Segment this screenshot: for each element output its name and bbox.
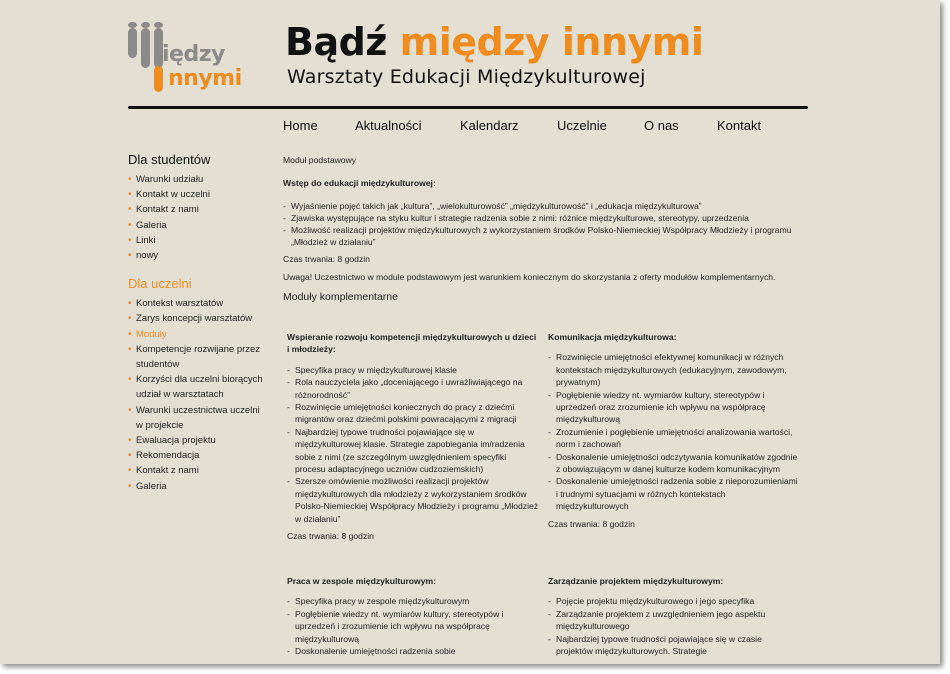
col3-heading: Praca w zespole międzykulturowym: — [287, 576, 437, 586]
list-item: - Pogłębienie wiedzy nt. wymiarów kultury, stereotypów i uprzedzeń i zrozumienie ich wpływu na współpracę międzykulturową — [287, 608, 539, 645]
sidebar-list-uczelnie — [128, 296, 268, 494]
site-subtitle: Warsztaty Edukacji Międzykulturowej — [287, 66, 646, 88]
sidebar-item-ewaluacja[interactable]: • Ewaluacja projektu — [128, 433, 268, 448]
sidebar-item-kontekst[interactable]: • Kontekst warsztatów — [128, 296, 268, 311]
col4-heading: Zarządzanie projektem międzykulturowym: — [548, 576, 724, 586]
title-accent: między innymi — [399, 20, 704, 64]
list-item: - Specyfika pracy w międzykulturowej klasie — [287, 364, 539, 376]
sidebar-item-kompetencje[interactable]: • Kompetencje rozwijane przez studentów — [128, 342, 268, 372]
list-item: - Doskonalenie umiejętności radzenia sobie — [287, 645, 539, 657]
list-item: - Specyfika pracy w zespole międzykulturowym — [287, 595, 539, 607]
basic-module-list — [283, 200, 813, 248]
logo-dot — [141, 22, 150, 28]
list-item: - Rozwinięcie umiejętności efektywnej komunikacji w różnych kontekstach międzykulturowych (edukacyjnym, zawodowym, prywatnym) — [548, 351, 800, 388]
module-teamwork — [287, 575, 539, 657]
list-item: - Rozwinięcie umiejętności koniecznych do pracy z dziećmi migrantów oraz dziećmi polskimi powracającymi z migracji — [287, 401, 539, 426]
nav-aktualnosci[interactable]: Aktualności — [355, 118, 422, 133]
sidebar-item-rekomendacja[interactable]: • Rekomendacja — [128, 448, 268, 463]
sidebar-heading-students: Dla studentów — [128, 152, 211, 167]
list-item: - Zarządzanie projektem z uwzględnieniem jego aspektu międzykulturowego — [548, 608, 800, 633]
basic-module-note: Uwaga! Uczestnictwo w module podstawowym jest warunkiem koniecznym do skorzystania z oferty modułów komplementarnych. — [283, 272, 776, 282]
list-item: - Zjawiska występujące na styku kultur i strategie radzenia sobie z nimi: różnice międzykulturowe, stereotypy, uprzedzenia — [283, 212, 813, 224]
col1-list — [287, 364, 539, 525]
sidebar-item-kontakt-z-nami[interactable]: • Kontakt z nami — [128, 202, 268, 217]
logo-bar — [128, 28, 137, 58]
col2-list — [548, 351, 800, 512]
nav-kalendarz[interactable]: Kalendarz — [460, 118, 519, 133]
logo-bar-orange — [154, 66, 163, 92]
list-item: - Szersze omówienie możliwości realizacji projektów międzykulturowych dla młodzieży z wykorzystaniem środków Polsko-Niemieckiej Współpracy Młodzieży i programu „Młodzież w działaniu” — [287, 475, 539, 525]
site-title — [285, 20, 703, 64]
list-item: - Rola nauczyciela jako „doceniającego i uwrażliwiającego na różnorodność” — [287, 376, 539, 401]
sidebar-item-zarys[interactable]: • Zarys koncepcji warsztatów — [128, 311, 268, 326]
list-item: - Zrozumienie i pogłębienie umiejętności analizowania wartości, norm i zachowań — [548, 426, 800, 451]
sidebar-item-moduly[interactable]: • Moduły — [128, 327, 268, 342]
list-item: - Najbardziej typowe trudności pojawiające się w międzykulturowej klasie. Strategie zapobiegania im/radzenia sobie z nimi (ze szczególnym uwzględnieniem specyfiki procesu adaptacyjnego uczniów cudzoziemskich) — [287, 426, 539, 476]
logo-dot — [128, 22, 137, 28]
module-support-competences — [287, 331, 539, 543]
logo-text-line1: iędzy — [162, 42, 225, 67]
basic-module-heading: Wstęp do edukacji międzykulturowej: — [283, 178, 436, 188]
main-content — [283, 154, 813, 303]
module-communication — [548, 331, 800, 530]
module-label: Moduł podstawowy — [283, 155, 357, 165]
basic-module-duration: Czas trwania: 8 godzin — [283, 254, 370, 264]
col4-list — [548, 595, 800, 657]
col1-duration: Czas trwania: 8 godzin — [287, 531, 374, 542]
list-item: - Pojęcie projektu międzykulturowego i jego specyfika — [548, 595, 800, 607]
logo-dot — [154, 22, 163, 28]
list-item: - Doskonalenie umiejętności radzenia sobie z nieporozumieniami i trudnymi sytuacjami w różnych kontekstach międzykulturowych — [548, 475, 800, 512]
sidebar-item-korzysci[interactable]: • Korzyści dla uczelni biorących udział w warsztatach — [128, 372, 268, 402]
sidebar-heading-uczelnie: Dla uczelni — [128, 276, 192, 292]
nav-home[interactable]: Home — [283, 118, 318, 133]
sidebar-item-galeria-2[interactable]: • Galeria — [128, 479, 268, 494]
complementary-heading: Moduły komplementarne — [283, 291, 398, 303]
list-item: - Pogłębienie wiedzy nt. wymiarów kultury, stereotypów i uprzedzeń oraz zrozumienie ich wpływu na współpracę międzykulturową — [548, 389, 800, 426]
list-item: - Wyjaśnienie pojęć takich jak „kultura”, „wielokulturowość” „międzykulturowość” i „edukacja międzykulturowa” — [283, 200, 813, 212]
nav-kontakt[interactable]: Kontakt — [717, 118, 762, 133]
sidebar-item-linki[interactable]: • Linki — [128, 233, 268, 248]
header-divider — [128, 106, 808, 109]
sidebar-item-nowy[interactable]: • nowy — [128, 248, 268, 263]
sidebar-item-warunki-uczestnictwa[interactable]: • Warunki uczestnictwa uczelni w projekcie — [128, 403, 268, 433]
title-main: Bądź — [285, 20, 400, 64]
sidebar-item-warunki-udzialu[interactable]: • Warunki udziału — [128, 172, 268, 187]
logo-bar — [141, 28, 150, 68]
col2-heading: Komunikacja międzykulturowa: — [548, 332, 677, 342]
col2-duration: Czas trwania: 8 godzin — [548, 518, 635, 529]
sidebar-item-galeria[interactable]: • Galeria — [128, 218, 268, 233]
list-item: - Doskonalenie umiejętności odczytywania komunikatów zgodnie z obowiązującym w danej kulturze kodem komunikacyjnym — [548, 451, 800, 476]
sidebar-list-students — [128, 172, 268, 263]
list-item: - Możliwość realizacji projektów międzykulturowych z wykorzystaniem środków Polsko-Niemieckiej Współpracy Młodzieży i programu „Młodzież w działaniu” — [283, 224, 813, 248]
sidebar-item-kontakt-w-uczelni[interactable]: • Kontakt w uczelni — [128, 187, 268, 202]
col1-heading: Wspieranie rozwoju kompetencji międzykulturowych u dzieci i młodzieży: — [287, 332, 537, 355]
logo-text-line2: nnymi — [168, 66, 242, 91]
list-item: - Najbardziej typowe trudności pojawiające się w czasie projektów międzykulturowych. Strategie — [548, 633, 800, 658]
nav-uczelnie[interactable]: Uczelnie — [557, 118, 607, 133]
nav-o-nas[interactable]: O nas — [644, 118, 679, 133]
sidebar — [128, 152, 268, 494]
module-project-management — [548, 575, 800, 657]
sidebar-item-kontakt-z-nami-2[interactable]: • Kontakt z nami — [128, 463, 268, 478]
site-logo[interactable] — [128, 22, 258, 94]
col3-list — [287, 595, 539, 657]
